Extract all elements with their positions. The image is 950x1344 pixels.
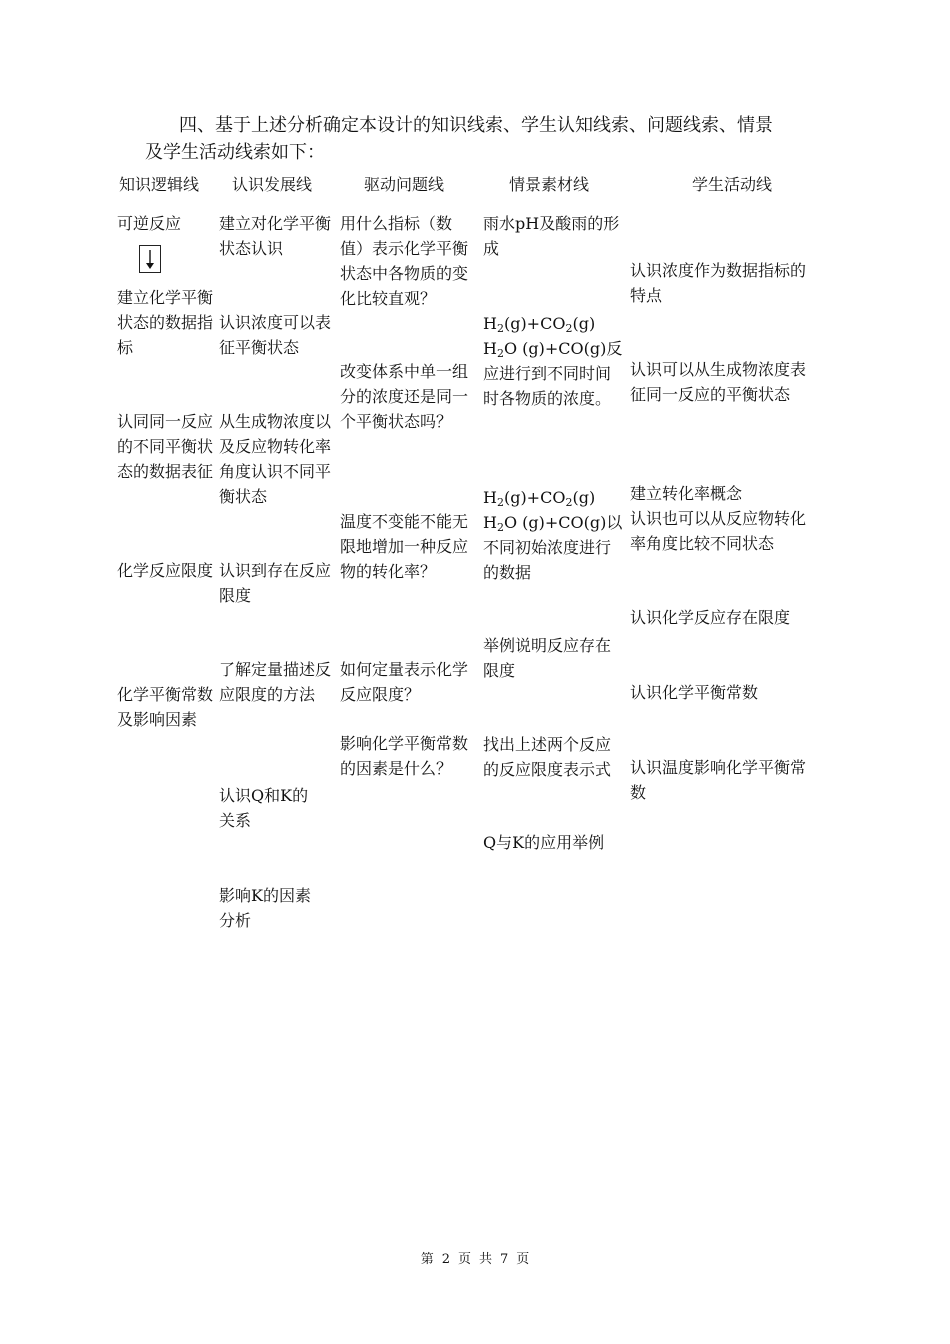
- equation-line: $H_2(g)+CO_2(g)$: [483, 488, 596, 509]
- activity-item-6: 认识化学平衡常数: [630, 683, 759, 702]
- page-footer: 第 2 页 共 7 页: [420, 1252, 530, 1267]
- header-question-line: 驱动问题线: [364, 175, 445, 194]
- material-item-3: $H_2(g)+CO_2(g)$ $H_2O$ (g)+CO(g)以 不同初始浓度进行的数据: [483, 485, 623, 585]
- knowledge-item-reaction-limit: 化学反应限度: [117, 561, 214, 580]
- question-item-3: 温度不变能不能无限地增加一种反应物的转化率？: [340, 512, 469, 581]
- activity-item-7: 认识温度影响化学平衡常数: [630, 758, 807, 802]
- header-cognition-line: 认识发展线: [232, 175, 313, 194]
- cognition-item-4: 认识到存在反应限度: [219, 561, 332, 605]
- page-number: 2: [441, 1252, 450, 1267]
- activity-item-2: 认识可以从生成物浓度表征同一反应的平衡状态: [630, 360, 807, 404]
- knowledge-item-reversible: 可逆反应: [117, 214, 182, 233]
- question-item-4: 如何定量表示化学反应限度？: [340, 660, 469, 704]
- intro-paragraph: [145, 112, 825, 166]
- question-item-2: 改变体系中单一组分的浓度还是同一个平衡状态吗？: [340, 362, 469, 431]
- activity-item-1: 认识浓度作为数据指标的特点: [630, 261, 807, 305]
- cognition-item-7: 影响K的因素 分析: [219, 886, 311, 930]
- cognition-item-3: 从生成物浓度以及反应物转化率角度认识不同平衡状态: [219, 412, 332, 506]
- equation-line: $H_2(g)+CO_2(g)$: [483, 314, 596, 335]
- cognition-item-6: 认识Q和K的 关系: [219, 786, 309, 830]
- header-knowledge-line: 知识逻辑线: [119, 175, 200, 194]
- activity-item-3: 建立转化率概念: [630, 484, 743, 503]
- intro-line-1: 四、基于上述分析确定本设计的知识线索、学生认知线索、问题线索、情景: [179, 115, 773, 136]
- page-total: 7: [500, 1252, 509, 1267]
- knowledge-item-different-states: 认同同一反应的不同平衡状态的数据表征: [117, 412, 214, 481]
- cognition-item-1: 建立对化学平衡状态认识: [219, 214, 332, 258]
- cognition-item-5: 了解定量描述反应限度的方法: [219, 660, 332, 704]
- material-item-6: Q与K的应用举例: [483, 833, 605, 852]
- knowledge-item-equilibrium-constant: 化学平衡常数及影响因素: [117, 685, 214, 729]
- header-activity-line: 学生活动线: [692, 175, 773, 194]
- down-arrow-icon: [139, 245, 161, 273]
- material-item-5: 找出上述两个反应的反应限度表示式: [483, 735, 612, 779]
- activity-item-4: 认识也可以从反应物转化率角度比较不同状态: [630, 509, 807, 553]
- equation-line-2: $H_2O$ (g)+CO(g)以: [483, 513, 623, 534]
- activity-item-5: 认识化学反应存在限度: [630, 608, 791, 627]
- material-item-4: 举例说明反应存在限度: [483, 636, 612, 680]
- equation-line-2: $H_2O$ (g)+CO(g)反: [483, 339, 623, 360]
- knowledge-item-data-indicator: 建立化学平衡状态的数据指标: [117, 288, 214, 357]
- material-item-2: $H_2(g)+CO_2(g)$ $H_2O$ (g)+CO(g)反 应进行到不同时间时各物质的浓度。: [483, 311, 623, 411]
- cognition-item-2: 认识浓度可以表征平衡状态: [219, 313, 332, 357]
- header-material-line: 情景素材线: [509, 175, 590, 194]
- intro-line-2: 及学生活动线索如下：: [145, 142, 325, 163]
- question-item-1: 用什么指标（数值）表示化学平衡状态中各物质的变化比较直观？: [340, 214, 469, 308]
- question-item-5: 影响化学平衡常数的因素是什么？: [340, 734, 469, 778]
- material-item-1: 雨水pH及酸雨的形成: [483, 214, 620, 258]
